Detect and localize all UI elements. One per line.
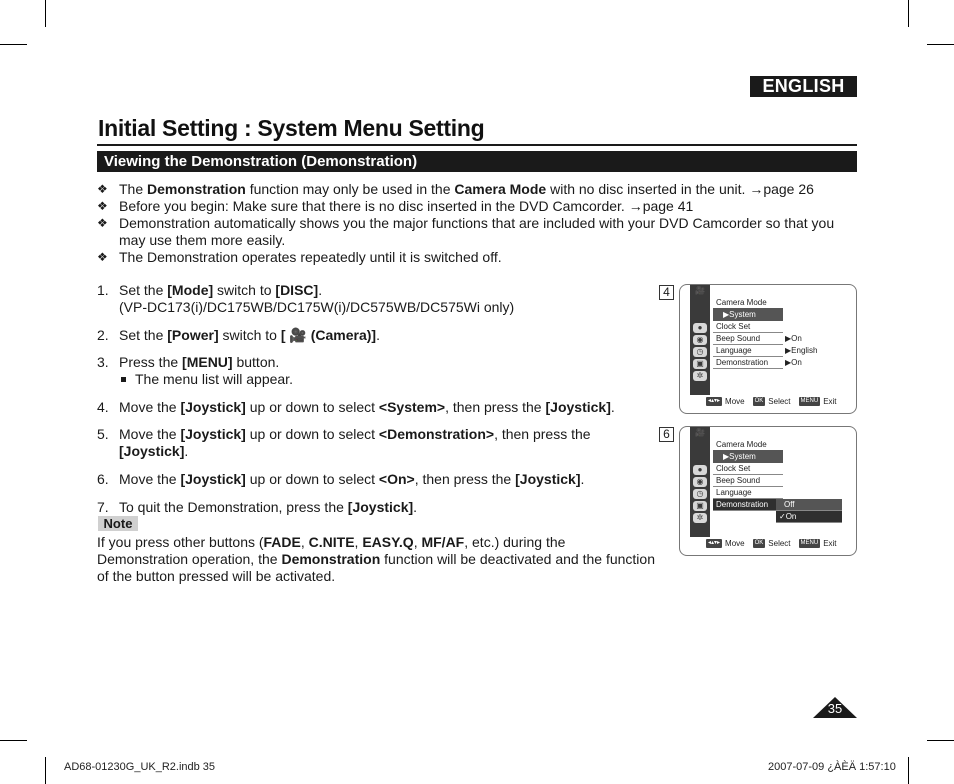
option-on[interactable]: ✓On	[776, 511, 842, 523]
menu-icon-sidebar	[690, 439, 710, 537]
menu-values	[785, 333, 817, 369]
option-off[interactable]: Off	[776, 499, 842, 511]
page-number: 35	[813, 697, 857, 718]
list-item: ❖ The Demonstration operates repeatedly until it is switched off.	[97, 249, 502, 265]
crop-mark	[927, 740, 954, 741]
crop-mark	[45, 0, 46, 27]
menu-item-demonstration[interactable]: Demonstration	[713, 499, 783, 511]
settings-menu-icon: ✲	[693, 371, 707, 381]
clock-menu-icon: ◷	[693, 347, 707, 357]
crop-mark	[0, 740, 27, 741]
print-file-info: AD68-01230G_UK_R2.indb 35	[64, 761, 216, 773]
step-list	[97, 282, 657, 516]
step-6: 6. Move the [Joystick] up or down to select <On>, then press the [Joystick].	[97, 471, 585, 487]
crop-mark	[908, 757, 909, 784]
step-3: 3. Press the [MENU] button. The menu list will appear.	[97, 354, 657, 388]
menu-item-beep-sound[interactable]: Beep Sound	[713, 333, 783, 345]
note-text: If you press other buttons (FADE, C.NITE, EASY.Q, MF/AF, etc.) during the Demonstration operation, the Demonstration function will be deactivated and the function of the button pressed will be activated.	[97, 534, 655, 584]
camera-icon: 🎥	[690, 427, 710, 439]
page-reference: →page 41	[628, 198, 694, 214]
screen-footer: ◂▴▾▸ Move OK Select MENU Exit	[708, 397, 837, 406]
menu-header: Camera Mode	[713, 439, 783, 451]
step-4: 4. Move the [Joystick] up or down to select <System>, then press the [Joystick].	[97, 399, 615, 415]
settings-menu-icon: ✲	[693, 513, 707, 523]
step-7: 7. To quit the Demonstration, press the [Joystick].	[97, 499, 418, 515]
diamond-bullet-icon: ❖	[97, 216, 108, 230]
ok-key-icon: OK	[754, 540, 764, 547]
menu-key-icon: MENU	[800, 540, 819, 547]
menu-item-language[interactable]: Language	[713, 345, 783, 357]
menu-item-system[interactable]: ▶System	[713, 309, 783, 321]
diamond-bullet-icon: ❖	[97, 182, 108, 196]
menu-item-system[interactable]: ▶System	[713, 451, 783, 463]
camera-menu-icon: ●	[693, 323, 707, 333]
crop-mark	[908, 0, 909, 27]
title-divider	[97, 144, 857, 146]
lcd-screen-step-4	[679, 284, 857, 414]
menu-list	[713, 439, 783, 511]
camera-icon: 🎥	[690, 285, 710, 297]
list-item: ❖ Before you begin: Make sure that there is no disc inserted in the DVD Camcorder. →page 41	[97, 198, 694, 214]
list-item: ❖ Demonstration automatically shows you the major functions that are included with your DVD Camcorder so that you may use them more easily.	[97, 215, 835, 248]
menu-icon-sidebar	[690, 297, 710, 395]
menu-item-beep-sound[interactable]: Beep Sound	[713, 475, 783, 487]
joystick-icon: ◂▴▾▸	[708, 398, 721, 405]
print-timestamp: 2007-07-09 ¿ÀÈÄ 1:57:10	[768, 761, 896, 773]
page-title: Initial Setting : System Menu Setting	[98, 115, 485, 141]
ok-key-icon: OK	[754, 398, 764, 405]
menu-item-demonstration[interactable]: Demonstration	[713, 357, 783, 369]
camera-menu-icon: ●	[693, 465, 707, 475]
tv-menu-icon: ▣	[693, 359, 707, 369]
value-demonstration: ▶On	[785, 358, 802, 367]
menu-item-clock-set[interactable]: Clock Set	[713, 463, 783, 475]
value-beep-sound: ▶On	[785, 334, 802, 343]
menu-header: Camera Mode	[713, 297, 783, 309]
list-item: ❖ The Demonstration function may only be used in the Camera Mode with no disc inserted in the unit. →page 26	[97, 181, 814, 197]
menu-key-icon: MENU	[800, 398, 819, 405]
menu-list	[713, 297, 783, 369]
sub-item: The menu list will appear.	[119, 371, 657, 388]
screen-footer: ◂▴▾▸ Move OK Select MENU Exit	[708, 539, 837, 548]
demonstration-options	[776, 499, 842, 523]
section-heading: Viewing the Demonstration (Demonstration)	[97, 151, 857, 172]
crop-mark	[927, 44, 954, 45]
record-menu-icon: ◉	[693, 335, 707, 345]
step-1: 1. Set the [Mode] switch to [DISC]. (VP-DC173(i)/DC175WB/DC175W(i)/DC575WB/DC575Wi only)	[97, 282, 515, 315]
diamond-bullet-icon: ❖	[97, 250, 108, 264]
menu-item-clock-set[interactable]: Clock Set	[713, 321, 783, 333]
diamond-bullet-icon: ❖	[97, 199, 108, 213]
step-5: 5. Move the [Joystick] up or down to select <Demonstration>, then press the [Joystick].	[97, 426, 591, 459]
crop-mark	[45, 757, 46, 784]
menu-item-language[interactable]: Language	[713, 487, 783, 499]
lcd-screen-step-6	[679, 426, 857, 556]
joystick-icon: ◂▴▾▸	[708, 540, 721, 547]
step-2: 2. Set the [Power] switch to [ 🎥 (Camera)].	[97, 327, 380, 343]
clock-menu-icon: ◷	[693, 489, 707, 499]
screen-step-number: 6	[659, 427, 674, 442]
tv-menu-icon: ▣	[693, 501, 707, 511]
screen-step-number: 4	[659, 285, 674, 300]
bullet-list	[97, 181, 857, 266]
record-menu-icon: ◉	[693, 477, 707, 487]
crop-mark	[0, 44, 27, 45]
page-reference: →page 26	[749, 181, 814, 197]
note-label: Note	[98, 516, 138, 531]
value-language: ▶English	[785, 346, 818, 355]
square-bullet-icon	[121, 377, 126, 382]
language-badge: ENGLISH	[750, 76, 857, 97]
